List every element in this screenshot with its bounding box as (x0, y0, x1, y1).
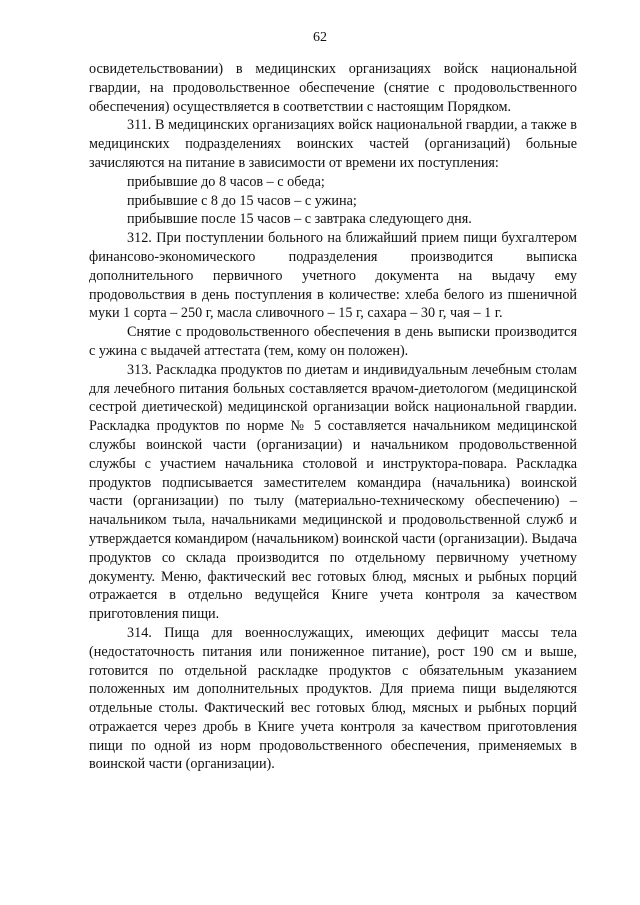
document-body (89, 60, 577, 774)
paragraph-312: 312. При поступлении больного на ближайший прием пищи бухгалтером финансово-экономического подразделения производится выписка дополнительного первичного учетного документа на выдачу ему продовольствия в день поступления в количестве: хлеба белого из пшеничной муки 1 сорта – 250 г, масла сливочного – 15 г, сахара – 30 г, чая – 1 г. (89, 230, 577, 322)
list-item-arrival-before-8: прибывшие до 8 часов – с обеда; (127, 173, 325, 190)
paragraph-intro-continued: освидетельствовании) в медицинских организациях войск национальной гвардии, на продовольственное обеспечение (снятие с продовольственного обеспечения) осуществляется в соответствии с настоящим Порядком. (89, 61, 577, 115)
paragraph-313: 313. Раскладка продуктов по диетам и индивидуальным лечебным столам для лечебного питания больных составляется врачом-диетологом (медицинской сестрой диетической) медицинской организации войск национальной гвардии. Раскладка продуктов по норме № 5 составляется начальником медицинской службы воинской части (организации) и начальником продовольственной службы с участием начальника столовой и инструктора-повара. Раскладка продуктов подписывается заместителем командира (начальника) воинской части (организации) по тылу (материально-техническому обеспечению) – начальником тыла, начальниками медицинской и продовольственной служб и утверждается командиром (начальником) воинской части (организации). Выдача продуктов со склада производится по отдельному первичному учетному документу. Меню, фактический вес готовых блюд, мясных и рыбных порций отражается в отдельно ведущейся Книге учета контроля за качеством приготовления пищи. (89, 361, 577, 623)
list-item-arrival-after-15: прибывшие после 15 часов – с завтрака следующего дня. (127, 211, 472, 228)
page-number: 62 (313, 30, 327, 45)
list-item-arrival-8-to-15: прибывшие с 8 до 15 часов – с ужина; (127, 192, 357, 209)
paragraph-discharge: Снятие с продовольственного обеспечения в день выписки производится с ужина с выдачей аттестата (тем, кому он положен). (89, 324, 577, 359)
paragraph-314: 314. Пища для военнослужащих, имеющих дефицит массы тела (недостаточность питания или пониженное питание), рост 190 см и выше, готовится по отдельной раскладке продуктов с обязательным указанием положенных им дополнительных продуктов. Для приема пищи выделяются отдельные столы. Фактический вес готовых блюд, мясных и рыбных порций отражается через дробь в Книге учета контроля за качеством приготовления пищи по одной из норм продовольственного обеспечения, применяемых в воинской части (организации). (89, 624, 577, 773)
paragraph-311: 311. В медицинских организациях войск национальной гвардии, а также в медицинских подразделениях воинских частей (организаций) больные зачисляются на питание в зависимости от времени их поступления: (89, 117, 577, 171)
